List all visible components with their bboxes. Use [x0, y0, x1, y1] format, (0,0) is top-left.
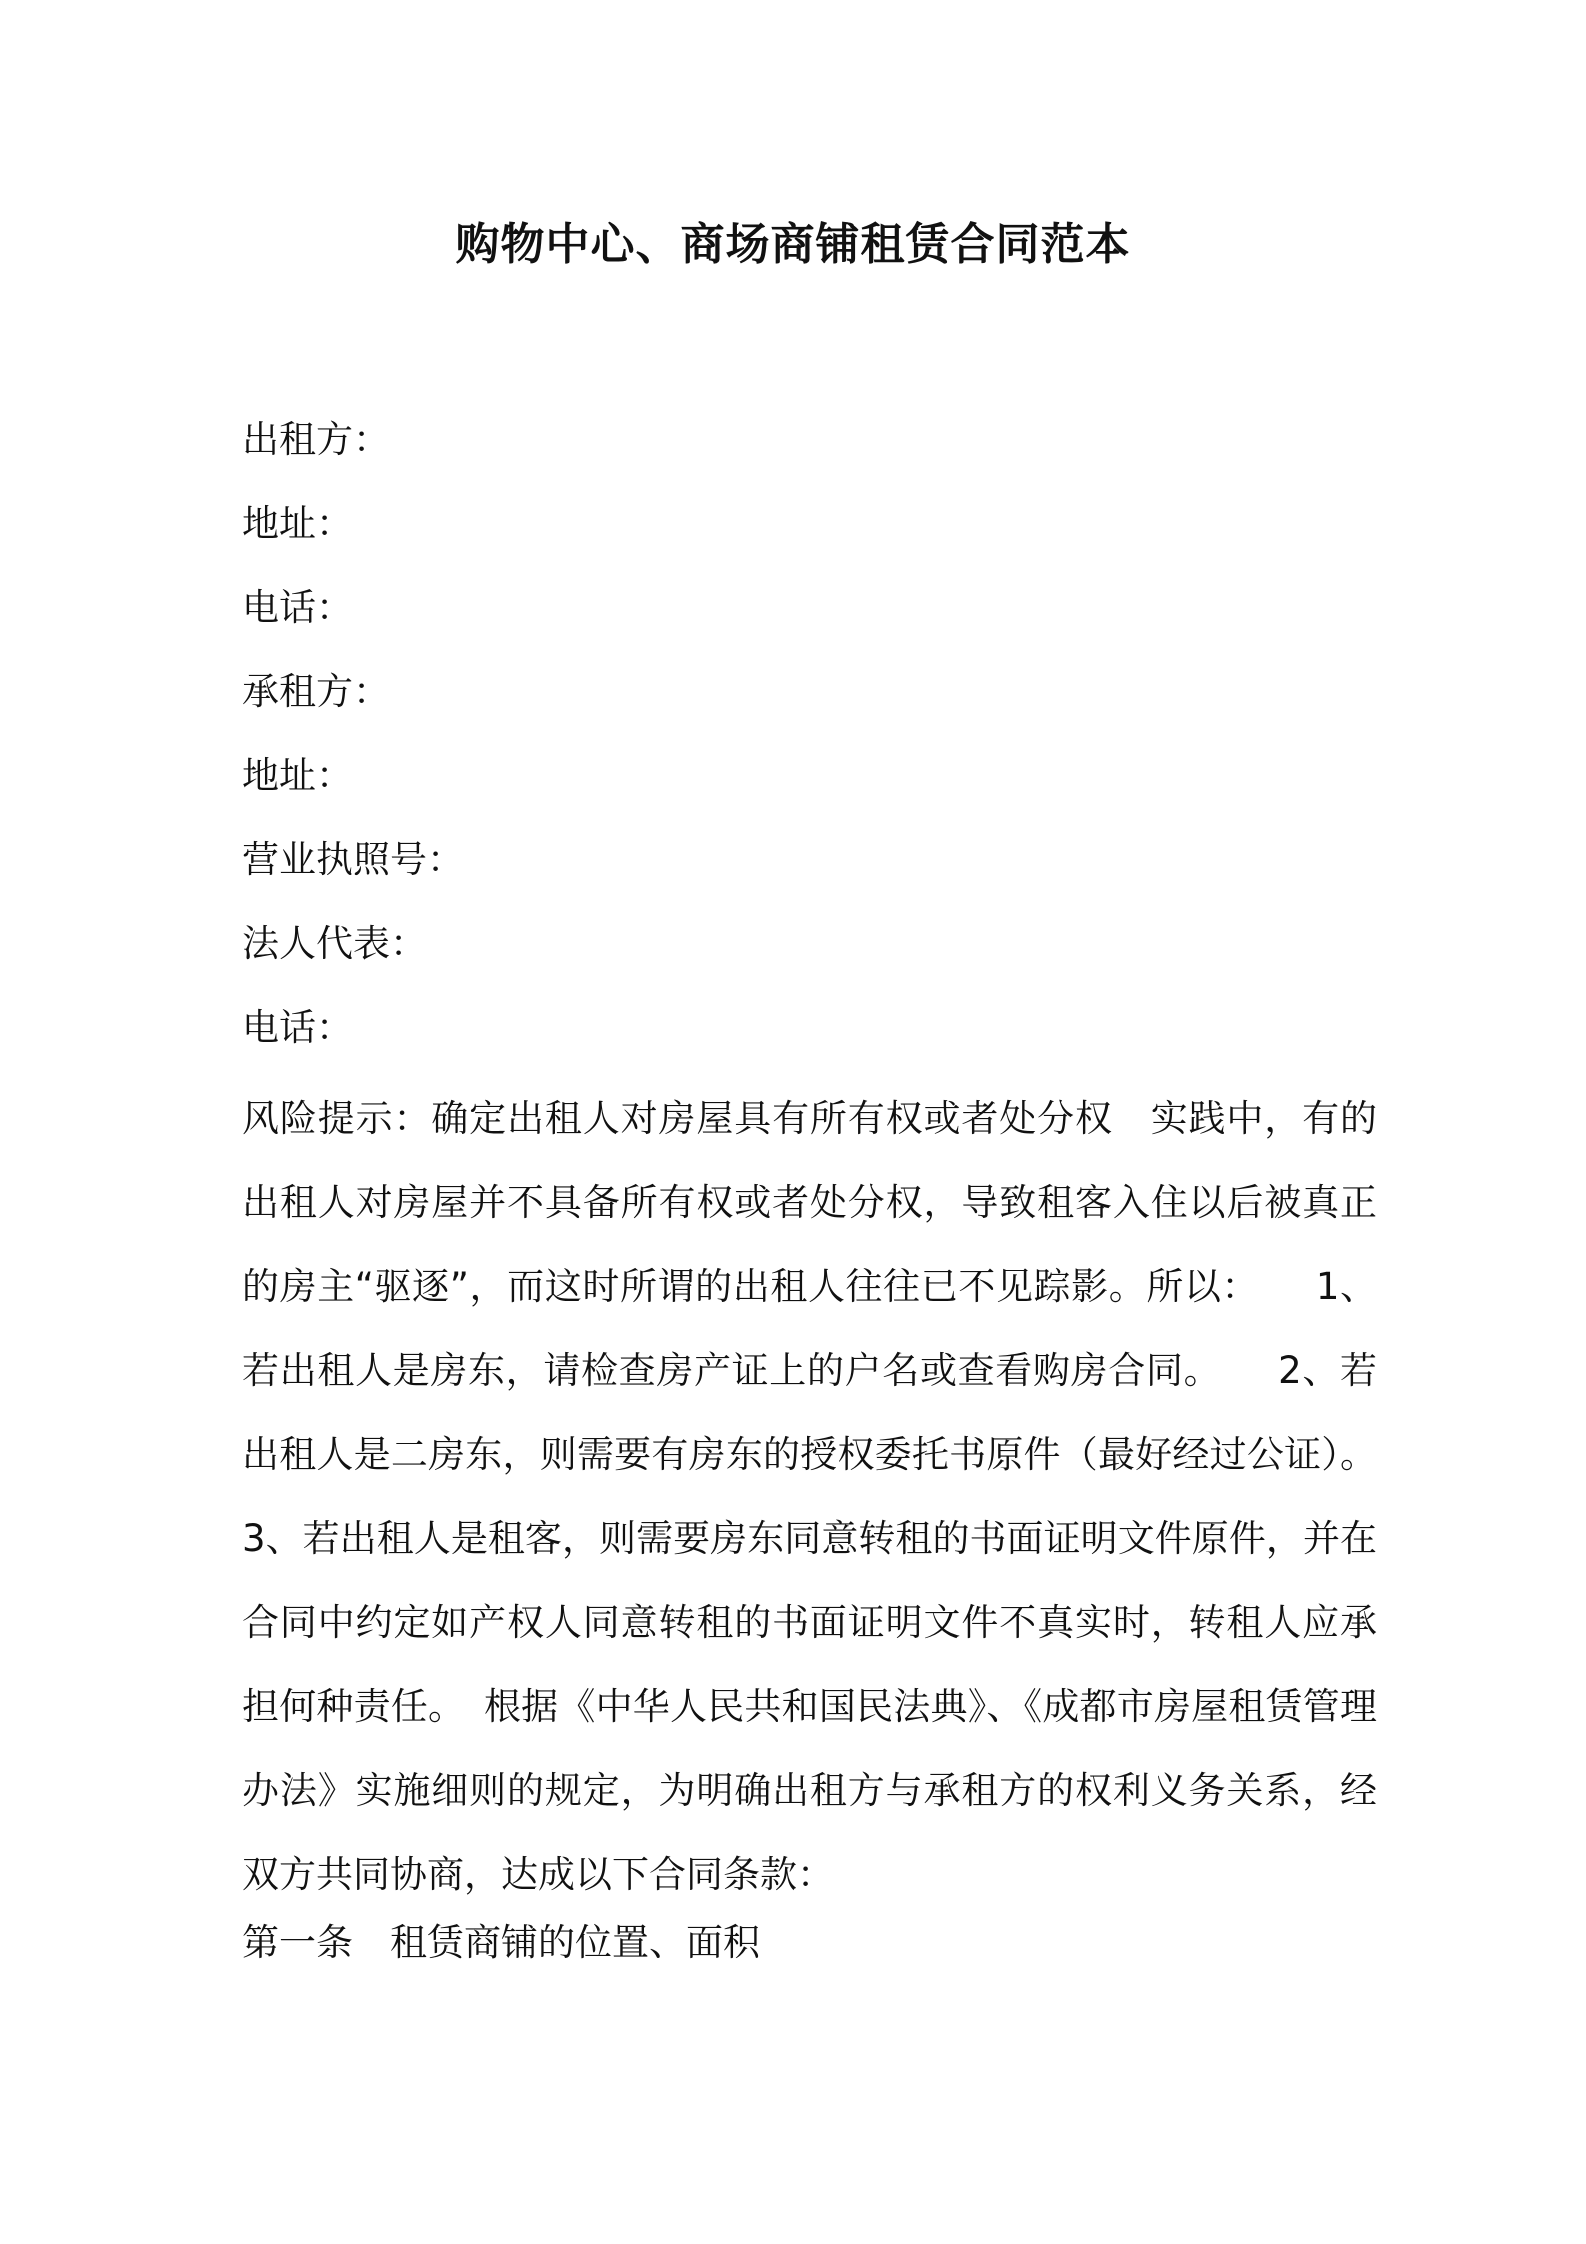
lessor-field: 出租方：: [242, 418, 390, 461]
article-1-heading: 第一条 租赁商铺的位置、面积: [242, 1921, 760, 1964]
lessee-field: 承租方：: [242, 670, 390, 713]
document-title: 购物中心、商场商铺租赁合同范本: [455, 219, 1131, 270]
lessee-phone-field: 电话：: [242, 1006, 353, 1049]
lessee-address-field: 地址：: [242, 754, 353, 797]
legal-representative-field: 法人代表：: [242, 922, 427, 965]
lessor-address-field: 地址：: [242, 502, 353, 545]
risk-warning-paragraph: 风险提示：确定出租人对房屋具有所有权或者处分权 实践中，有的出租人对房屋并不具备所有权或者处分权，导致租客入住以后被真正的房主“驱逐”，而这时所谓的出租人往往已不见踪影。所以： 1、若出租人是房东，请检查房产证上的户名或查看购房合同。 2、若出租人是二房东，则需要有房东的授权委托书原件（最好经过公证）。3、若出租人是租客，则需要房东同意转租的书面证明文件原件，并在合同中约定如产权人同意转租的书面证明文件不真实时，转租人应承担何种责任。 根据《中华人民共和国民法典》、《成都市房屋租赁管理办法》实施细则的规定，为明确出租方与承租方的权利义务关系，经双方共同协商，达成以下合同条款：: [242, 1097, 1377, 1896]
business-license-field: 营业执照号：: [242, 838, 464, 881]
lessor-phone-field: 电话：: [242, 586, 353, 629]
